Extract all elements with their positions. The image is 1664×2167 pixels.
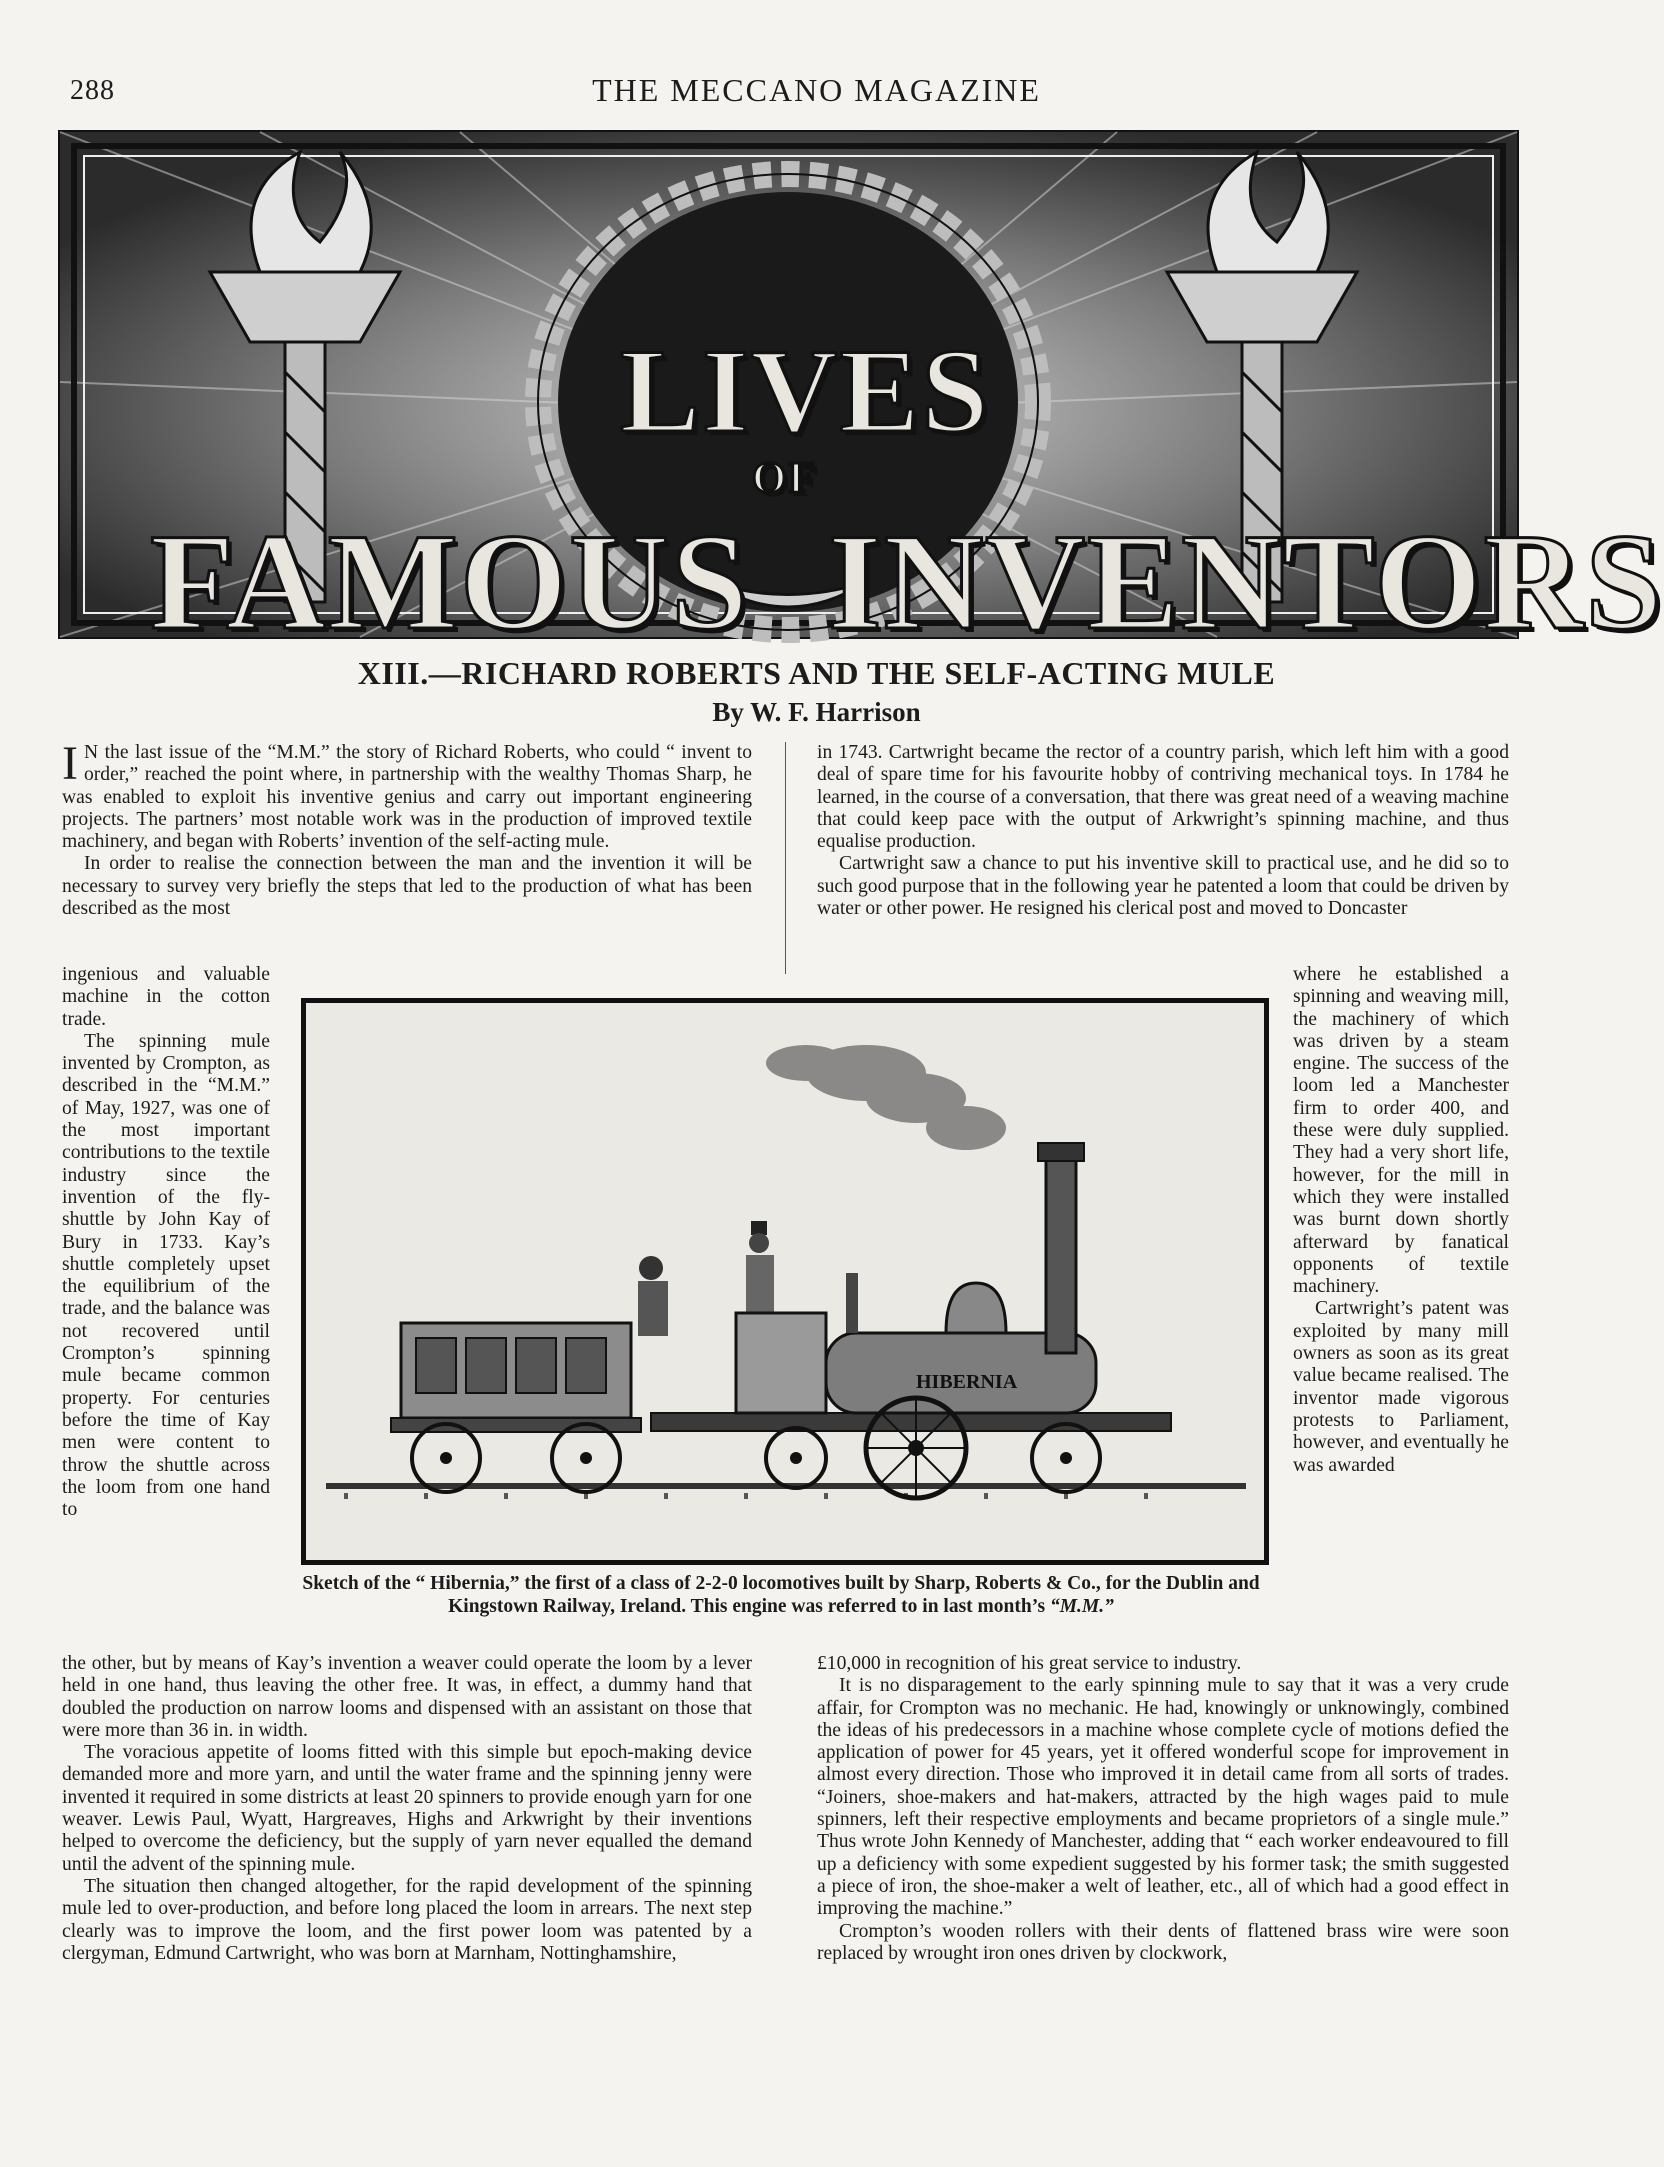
drop-cap: I xyxy=(62,737,78,790)
paragraph: The voracious appetite of looms fitted with this simple but epoch-making device demanded more and more yarn, and until the water frame and the spinning jenny were invented it required in some districts at least 20 spinners to provide enough yarn for one weaver. Lewis Paul, Wyatt, Hargreaves, Highs and Arkwright by their inventions helped to overcome the deficiency, but the supply of yarn never equalled the demand until the advent of the spinning mule. xyxy=(62,1742,752,1875)
right-column-bottom xyxy=(817,1653,1509,1965)
banner-word-famous: FAMOUS xyxy=(150,505,750,658)
article-title: XIII.—RICHARD ROBERTS AND THE SELF-ACTING MULE xyxy=(357,655,1276,691)
banner-word-of: OF xyxy=(752,453,818,502)
left-column-narrow xyxy=(62,964,270,1521)
figure-caption xyxy=(300,1572,1262,1618)
paragraph: Crompton’s wooden rollers with their dents of flattened brass wire were soon replaced by wrought iron ones driven by clockwork, xyxy=(817,1920,1509,1964)
paragraph: where he established a spinning and weaving mill, the machinery of which was driven by a steam engine. The success of the loom led a Manchester firm to order 400, and these were duly supplied. They had a very short life, however, for the mill in which they were installed was burnt down shortly afterward by fanatical opponents of textile machinery. xyxy=(1293,964,1509,1298)
left-column-top xyxy=(62,737,752,920)
engine-name-plate: HIBERNIA xyxy=(916,1371,1018,1393)
banner-word-inventors: INVENTORS xyxy=(828,505,1664,658)
paragraph: £10,000 in recognition of his great service to industry. xyxy=(817,1653,1242,1674)
right-column-narrow xyxy=(1293,964,1509,1477)
locomotive-illustration xyxy=(301,998,1269,1565)
paragraph: the other, but by means of Kay’s invention a weaver could operate the loom by a lever held in one hand, thus leaving the other free. It was, in effect, a dummy hand that doubled the production on narrow looms and dispensed with an assistant on those that were more than 36 in. in width. xyxy=(62,1653,752,1741)
caption-emphasis: “M.M.” xyxy=(1049,1596,1114,1617)
paragraph: The situation then changed altogether, for the rapid development of the spinning mule led to over-production, and before long placed the loom in arrears. The next step clearly was to improve the loom, and the first power loom was patented by a clergyman, Edmund Cartwright, who was born at Marnham, Nottinghamshire, xyxy=(62,1875,752,1964)
byline: By W. F. Harrison xyxy=(712,697,921,727)
page-number: 288 xyxy=(70,75,115,106)
paragraph: The spinning mule invented by Crompton, as described in the “M.M.” of May, 1927, was one of the most important contributions to the textile industry since the invention of the fly-shuttle by John Kay of Bury in 1733. Kay’s shuttle completely upset the equilibrium of the trade, and the balance was not recovered until Crompton’s spinning mule became common property. For centuries before the time of Kay men were content to throw the shuttle across the loom from one hand to xyxy=(62,1030,270,1521)
column-divider xyxy=(785,742,786,974)
paragraph: Cartwright saw a chance to put his inventive skill to practical use, and he did so to such good purpose that in the following year he patented a loom that could be driven by water or other power. He resigned his clerical post and moved to Doncaster xyxy=(817,853,1509,920)
paragraph: in 1743. Cartwright became the rector of a country parish, which left him with a good deal of spare time for his favourite hobby of contriving mechanical toys. In 1784 he learned, in the course of a conversation, that there was great need of a weaving machine that could keep pace with the output of Arkwright’s spinning machine, and thus equalise production. xyxy=(817,742,1509,853)
paragraph: Cartwright’s patent was exploited by many mill owners as soon as its great value became realised. The inventor made vigorous protests to Parliament, however, and eventually he was awarded xyxy=(1293,1298,1509,1476)
paragraph: ingenious and valuable machine in the cotton trade. xyxy=(62,964,270,1030)
locomotive-drawing xyxy=(306,1003,1264,1560)
right-column-top xyxy=(817,742,1509,920)
left-column-bottom xyxy=(62,1653,752,1965)
caption-text: Sketch of the “ Hibernia,” the first of a class of 2-2-0 locomotives built by Sharp, Roberts & Co., for the Dublin and Kingstown Railway, Ireland. This engine was referred to in last month’s xyxy=(302,1573,1260,1617)
banner-word-lives: LIVES xyxy=(620,324,991,457)
paragraph: In order to realise the connection between the man and the invention it will be necessary to survey very briefly the steps that led to the production of what has been described as the most xyxy=(62,853,752,920)
title-banner xyxy=(58,130,1664,658)
running-head: THE MECCANO MAGAZINE xyxy=(592,72,1041,108)
paragraph: It is no disparagement to the early spinning mule to say that it was a very crude affair, for Crompton was no mechanic. He had, knowingly or unknowingly, combined the ideas of his predecessors in a machine whose complete cycle of motions defied the application of power for 45 years, yet it offered wonderful scope for improvement in almost every direction. Those who improved it in detail came from all sorts of trades. “Joiners, shoe-makers and hat-makers, attracted by the high wages paid to mule spinners, left their respective employments and became proprietors of a single mule.” Thus wrote John Kennedy of Manchester, adding that “ each worker endeavoured to fill up a deficiency with some expedient suggested by his former task; the smith suggested a piece of iron, the shoe-maker a welt of leather, etc., all of which had a good effect in improving the machine.” xyxy=(817,1675,1509,1920)
paragraph: N the last issue of the “M.M.” the story of Richard Roberts, who could “ invent to order,” reached the point where, in partnership with the wealthy Thomas Sharp, he was enabled to exploit his inventive genius and carry out important engineering projects. The partners’ most notable work was in the production of improved textile machinery, and began with Roberts’ invention of the self-acting mule. xyxy=(62,742,752,853)
